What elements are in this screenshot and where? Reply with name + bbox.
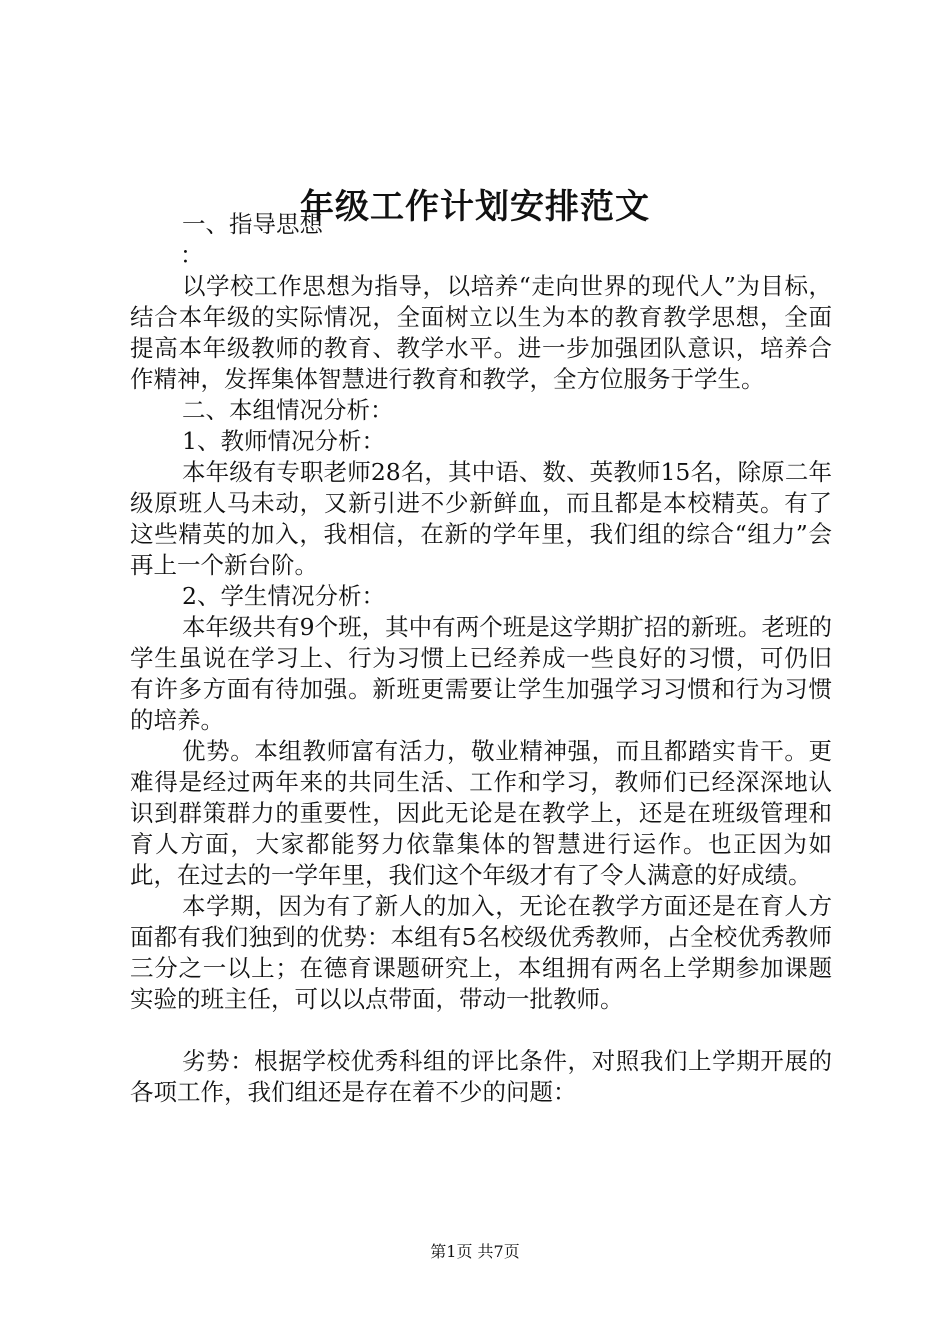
paragraph-weaknesses: 劣势：根据学校优秀科组的评比条件，对照我们上学期开展的各项工作，我们组还是存在着不少的问题：	[130, 1047, 832, 1106]
paragraph-guiding-ideology: 以学校工作思想为指导，以培养“走向世界的现代人”为目标，结合本年级的实际情况，全面树立以生为本的教育教学思想，全面提高本年级教师的教育、教学水平。进一步加强团队意识，培养合作精神，发挥集体智慧进行教育和教学，全方位服务于学生。	[130, 272, 832, 393]
document-title: 年级工作计划安排范文	[300, 187, 650, 227]
paragraph-strengths: 优势。本组教师富有活力，敬业精神强，而且都踏实肯干。更难得是经过两年来的共同生活、工作和学习，教师们已经深深地认识到群策群力的重要性，因此无论是在教学上，还是在班级管理和育人方面，大家都能努力依靠集体的智慧进行运作。也正因为如此，在过去的一学年里，我们这个年级才有了令人满意的好成绩。	[130, 737, 832, 889]
paragraph-this-semester: 本学期，因为有了新人的加入，无论在教学方面还是在育人方面都有我们独到的优势：本组有5名校级优秀教师，占全校优秀教师三分之一以上；在德育课题研究上，本组拥有两名上学期参加课题实验的班主任，可以以点带面，带动一批教师。	[130, 892, 832, 1013]
document-body	[130, 209, 832, 1108]
paragraph-student-analysis: 本年级共有9个班，其中有两个班是这学期扩招的新班。老班的学生虽说在学习上、行为习惯上已经养成一些良好的习惯，可仍旧有许多方面有待加强。新班更需要让学生加强学习习惯和行为习惯的培养。	[130, 613, 832, 734]
subheading-teacher-analysis: 1、教师情况分析：	[182, 427, 385, 455]
subheading-student-analysis: 2、学生情况分析：	[182, 582, 385, 610]
colon-line: ：	[180, 241, 204, 269]
page-footer: 第1页 共7页	[430, 1242, 520, 1261]
section-heading-guiding-ideology: 一、指导思想	[182, 210, 323, 238]
blank-line	[130, 1015, 832, 1046]
paragraph-teacher-analysis: 本年级有专职老师28名，其中语、数、英教师15名，除原二年级原班人马未动，又新引进不少新鲜血，而且都是本校精英。有了这些精英的加入，我相信，在新的学年里，我们组的综合“组力”会再上一个新台阶。	[130, 458, 832, 579]
section-heading-group-analysis: 二、本组情况分析：	[182, 396, 394, 424]
